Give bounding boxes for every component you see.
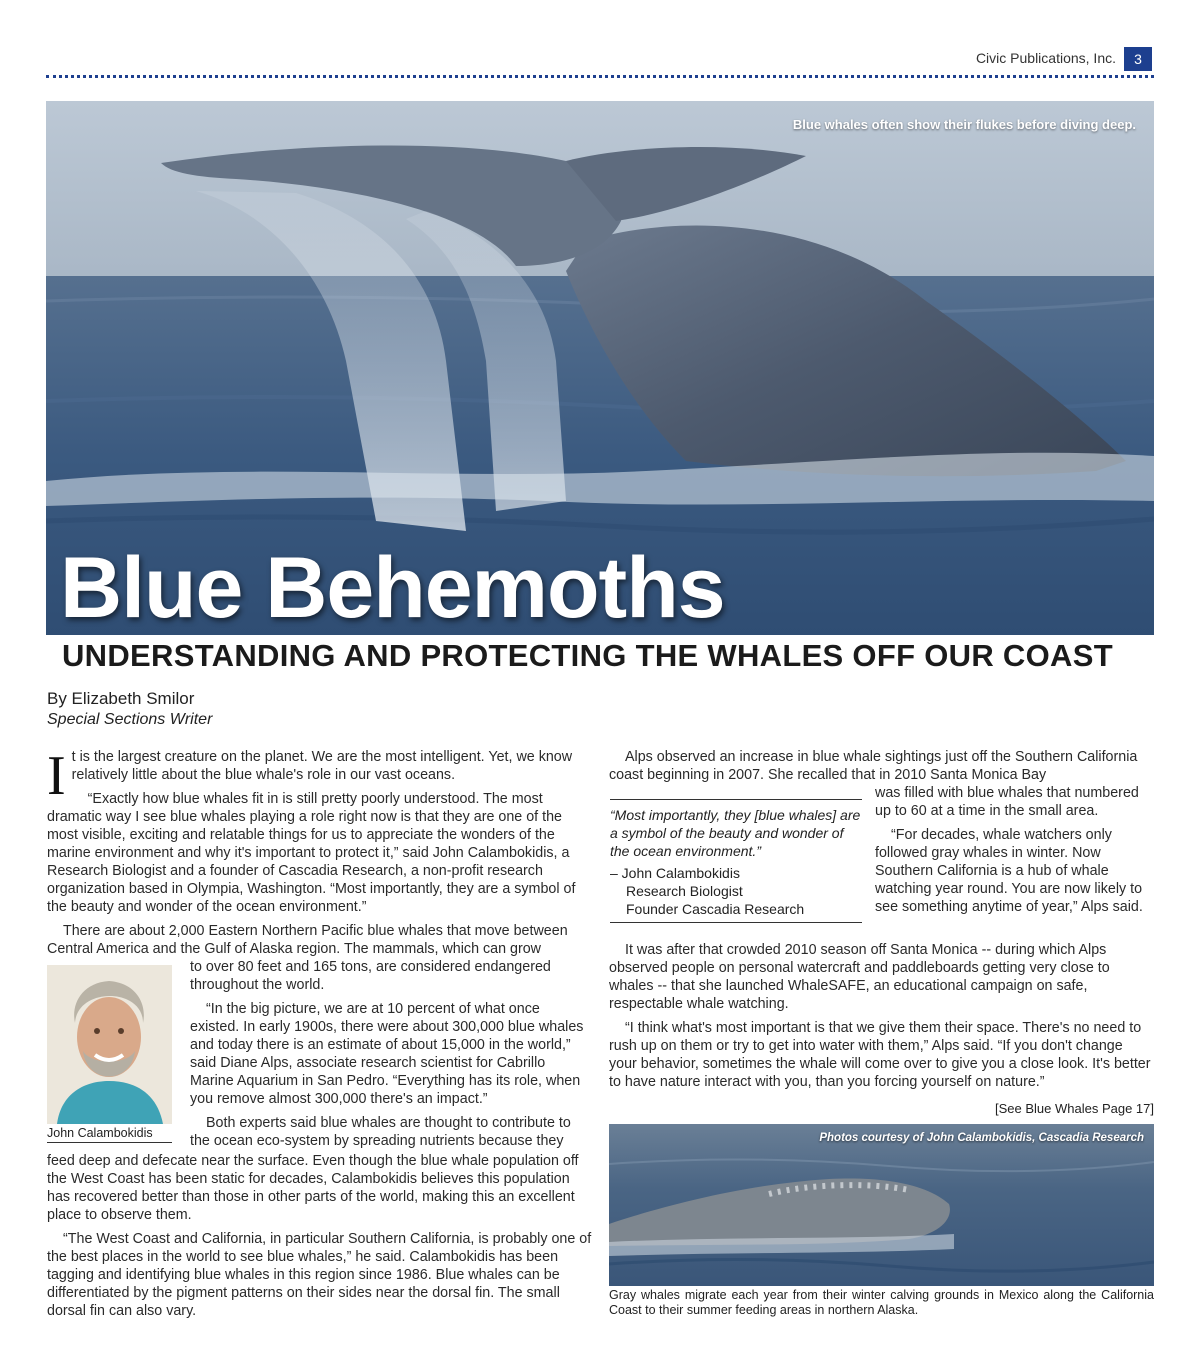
paragraph: “In the big picture, we are at 10 percent of what once existed. In early 1900s, there were about 300,000 blue whales and today there is an estimate of about 15,000 in the world,” said Diane Alps, associate research scientist for Cabrillo Marine Aquarium in San Pedro. “Everything has its role, when you remove almost 300,000 there's an impact.”	[190, 1001, 584, 1107]
gray-whale-photo	[609, 1124, 1154, 1286]
paragraph: It was after that crowded 2010 season off Santa Monica -- during which Alps observed people on personal watercraft and paddleboards getting very close to whales -- that she launched WhaleSAFE, an educational campaign on safe, respectable whale watching.	[609, 942, 1110, 1012]
paragraph: t is the largest creature on the planet. We are the most intelligent. Yet, we know relatively little about the blue whale's role in our vast oceans.	[71, 749, 573, 783]
photo-credit: Photos courtesy of John Calambokidis, Cascadia Research	[819, 1132, 1144, 1144]
page-number-badge: 3	[1124, 47, 1152, 71]
gray-whale-illustration	[609, 1124, 1154, 1286]
paragraph: “The West Coast and California, in particular Southern California, is probably one of the best places in the world to see blue whales,” he said. Calambokidis has been tagging and identifying blue whales in this region since 1986. Blue whales can be differentiated by the pigment patterns on their sides near the dorsal fin. The small dorsal fin can also vary.	[47, 1231, 592, 1319]
drop-cap: I	[47, 745, 66, 807]
header-dotted-rule	[46, 75, 1154, 78]
pull-quote-name: – John Calambokidis	[610, 865, 740, 881]
paragraph: “Exactly how blue whales fit in is still pretty poorly understood. The most dramatic way I see blue whales playing a role right now is that they are one of the most visible, exciting and relatable things for us to appreciate the wonders of the marine environment and why it's important to protect it,” said John Calambokidis, a Research Biologist and a founder of Cascadia Research, a non-profit research organization based in Olympia, Washington. “Most importantly, they are a symbol of the beauty and wonder of the ocean environment.”	[47, 791, 576, 915]
paragraph: was filled with blue whales that numbered up to 60 at a time in the small area.	[875, 785, 1139, 819]
portrait-illustration	[47, 965, 172, 1124]
left-column-wrap	[190, 958, 592, 1156]
portrait-photo	[47, 965, 172, 1124]
continued-reference: [See Blue Whales Page 17]	[995, 1101, 1154, 1116]
left-column-bottom	[47, 1152, 592, 1326]
paragraph: “For decades, whale watchers only followed gray whales in winter. Now Southern California is a hub of whale watching year round. You are now likely to see something anytime of year,” Alps said.	[875, 827, 1143, 915]
paragraph: Both experts said blue whales are thought to contribute to the ocean eco-system by spreading nutrients because they	[190, 1115, 571, 1149]
pull-quote-text: “Most importantly, they [blue whales] are a symbol of the beauty and wonder of the ocean environment.”	[610, 807, 861, 859]
publication-name: Civic Publications, Inc.	[975, 50, 1116, 66]
paragraph: Alps observed an increase in blue whale sightings just off the Southern California coast beginning in 2007. She recalled that in 2010 Santa Monica Bay	[609, 749, 1138, 783]
pull-quote-title: Research Biologist	[626, 883, 743, 899]
byline-role: Special Sections Writer	[47, 711, 213, 728]
pull-quote	[610, 799, 862, 923]
left-column-top	[47, 745, 592, 964]
right-column-wrap	[875, 784, 1154, 922]
right-column-bottom	[609, 941, 1154, 1097]
gray-whale-photo-caption: Gray whales migrate each year from their winter calving grounds in Mexico along the California Coast to their summer feeding areas in northern Alaska.	[609, 1288, 1154, 1317]
byline-author: By Elizabeth Smilor	[47, 689, 195, 708]
paragraph: to over 80 feet and 165 tons, are considered endangered throughout the world.	[190, 959, 551, 993]
hero-photo-caption: Blue whales often show their flukes before diving deep.	[792, 117, 1136, 132]
portrait-caption: John Calambokidis	[47, 1126, 172, 1143]
paragraph: “I think what's most important is that we give them their space. There's no need to rush up on them or try to get into water with them,” Alps said. “If you don't change your behavior, sometimes the whale will come over to give you a close look. It's better to have nature interact with you, than you forcing yourself on nature.”	[609, 1020, 1151, 1090]
pull-quote-org: Founder Cascadia Research	[626, 901, 805, 917]
article-subhead: UNDERSTANDING AND PROTECTING THE WHALES OFF OUR COAST	[62, 638, 1113, 673]
paragraph: There are about 2,000 Eastern Northern Pacific blue whales that move between Central America and the Gulf of Alaska region. The mammals, which can grow	[47, 923, 568, 957]
paragraph: feed deep and defecate near the surface. Even though the blue whale population off the West Coast has been static for decades, Calambokidis believes this population has recovered better than those in other parts of the world, making this an excellent place to observe them.	[47, 1153, 579, 1223]
article-headline: Blue Behemoths	[60, 540, 725, 636]
